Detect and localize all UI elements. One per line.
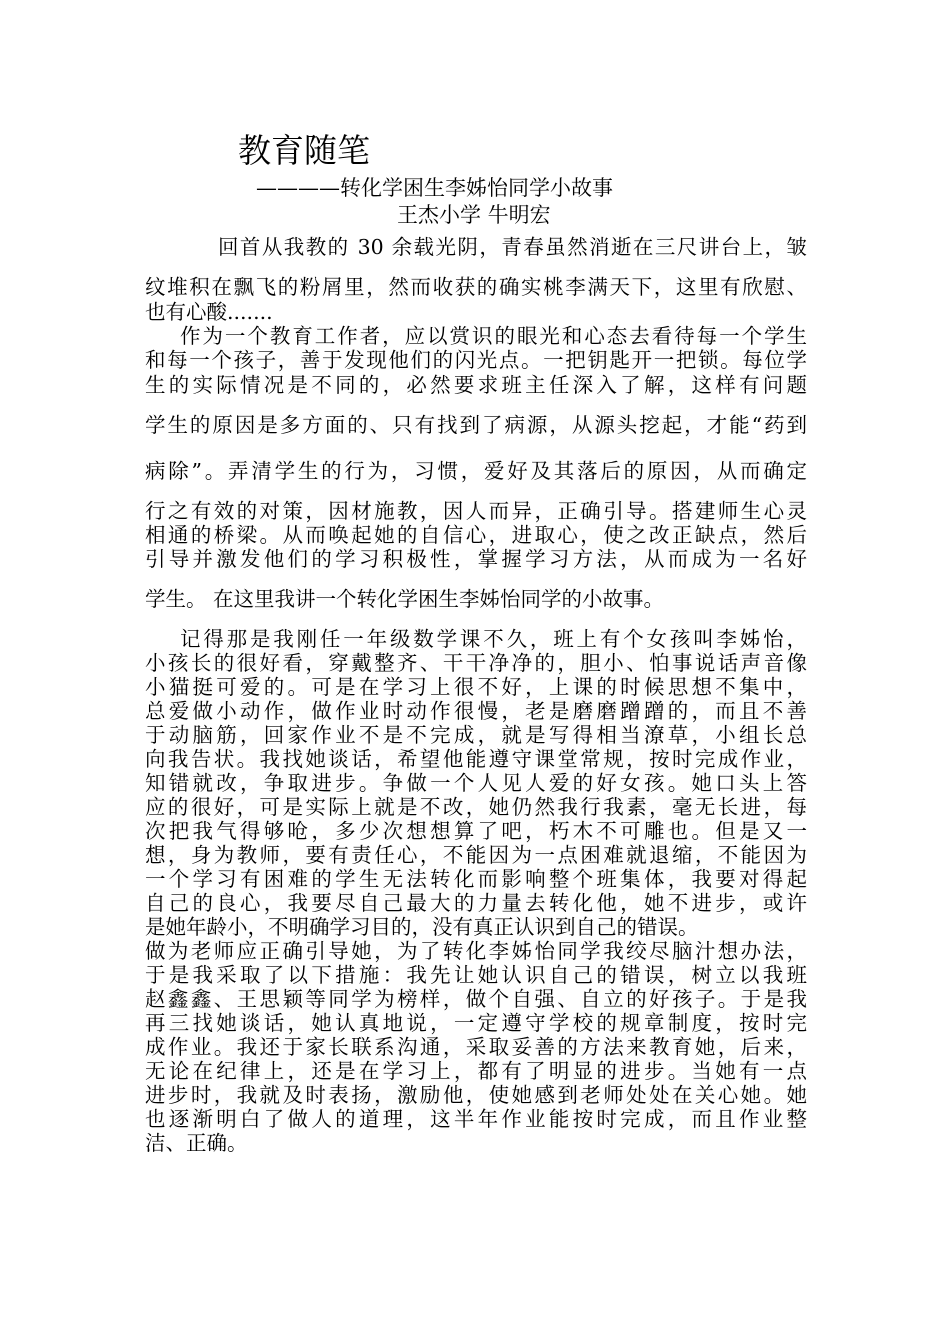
text-line: 一个学习有困难的学生无法转化而影响整个班集体，我要对得起 (145, 867, 807, 891)
text-line: 病除”。弄清学生的行为，习惯，爱好及其落后的原因，从而确定 (145, 459, 807, 483)
text-line: 和每一个孩子，善于发现他们的闪光点。一把钥匙开一把锁。每位学 (145, 348, 807, 372)
text-line: 知错就改，争取进步。争做一个人见人爱的好女孩。她口头上答 (145, 771, 807, 795)
text-line: 成作业。我还于家长联系沟通，采取妥善的方法来教育她，后来， (145, 1035, 807, 1059)
text-line: 回首从我教的 30 余载光阴，青春虽然消逝在三尺讲台上，皱 (218, 235, 807, 259)
document-subtitle: ————转化学困生李姊怡同学小故事 (256, 176, 613, 200)
text-line: 于动脑筋，回家作业不是不完成，就是写得相当潦草，小组长总 (145, 723, 807, 747)
text-line: 次把我气得够呛，多少次想想算了吧，朽木不可雕也。但是又一 (145, 819, 807, 843)
text-line: 生的实际情况是不同的，必然要求班主任深入了解，这样有问题 (145, 373, 807, 397)
text-line: 于是我采取了以下措施：我先让她认识自己的错误，树立以我班 (145, 963, 807, 987)
text-line: 再三找她谈话，她认真地说，一定遵守学校的规章制度，按时完 (145, 1011, 807, 1035)
text-line: 小猫挺可爱的。可是在学习上很不好，上课的时候思想不集中， (145, 675, 807, 699)
text-line: 纹堆积在飘飞的粉屑里，然而收获的确实桃李满天下，这里有欣慰、 (145, 275, 807, 299)
text-line: 应的很好，可是实际上就是不改，她仍然我行我素，毫无长进，每 (145, 795, 807, 819)
text-line: 赵鑫鑫、王思颖等同学为榜样，做个自强、自立的好孩子。于是我 (145, 987, 807, 1011)
text-line: 是她年龄小，不明确学习目的，没有真正认识到自己的错误。 (145, 915, 699, 939)
text-line: 洁、正确。 (145, 1131, 248, 1155)
text-line: 也逐渐明白了做人的道理，这半年作业能按时完成，而且作业整 (145, 1107, 807, 1131)
text-line: 也有心酸....... (145, 300, 273, 324)
text-line: 向我告状。我找她谈话，希望他能遵守课堂常规，按时完成作业， (145, 747, 807, 771)
text-line: 想，身为教师，要有责任心，不能因为一点困难就退缩，不能因为 (145, 843, 807, 867)
text-line: 行之有效的对策，因材施教，因人而异，正确引导。搭建师生心灵 (145, 499, 807, 523)
text-line: 自己的良心，我要尽自己最大的力量去转化他，她不进步，或许 (145, 891, 807, 915)
text-line: 总爱做小动作，做作业时动作很慢，老是磨磨蹭蹭的，而且不善 (145, 699, 807, 723)
text-line: 引导并激发他们的学习积极性，掌握学习方法，从而成为一名好 (145, 547, 807, 571)
text-line: 学生的原因是多方面的、只有找到了病源，从源头挖起，才能“药到 (145, 413, 807, 437)
text-line: 进步时，我就及时表扬，激励他，使她感到老师处处在关心她。她 (145, 1083, 807, 1107)
text-line: 学生。 在这里我讲一个转化学困生李姊怡同学的小故事。 (145, 587, 665, 611)
author-byline: 王杰小学 牛明宏 (397, 203, 551, 227)
text-line: 相通的桥梁。从而唤起她的自信心，进取心，使之改正缺点，然后 (145, 523, 807, 547)
text-line: 记得那是我刚任一年级数学课不久，班上有个女孩叫李姊怡， (180, 627, 807, 651)
text-line: 作为一个教育工作者，应以赏识的眼光和心态去看待每一个学生 (180, 324, 807, 348)
text-line: 无论在纪律上，还是在学习上，都有了明显的进步。当她有一点 (145, 1059, 807, 1083)
document-title: 教育随笔 (238, 131, 370, 170)
text-line: 小孩长的很好看，穿戴整齐、干干净净的，胆小、怕事说话声音像 (145, 651, 807, 675)
text-line: 做为老师应正确引导她，为了转化李姊怡同学我绞尽脑汁想办法， (145, 939, 807, 963)
